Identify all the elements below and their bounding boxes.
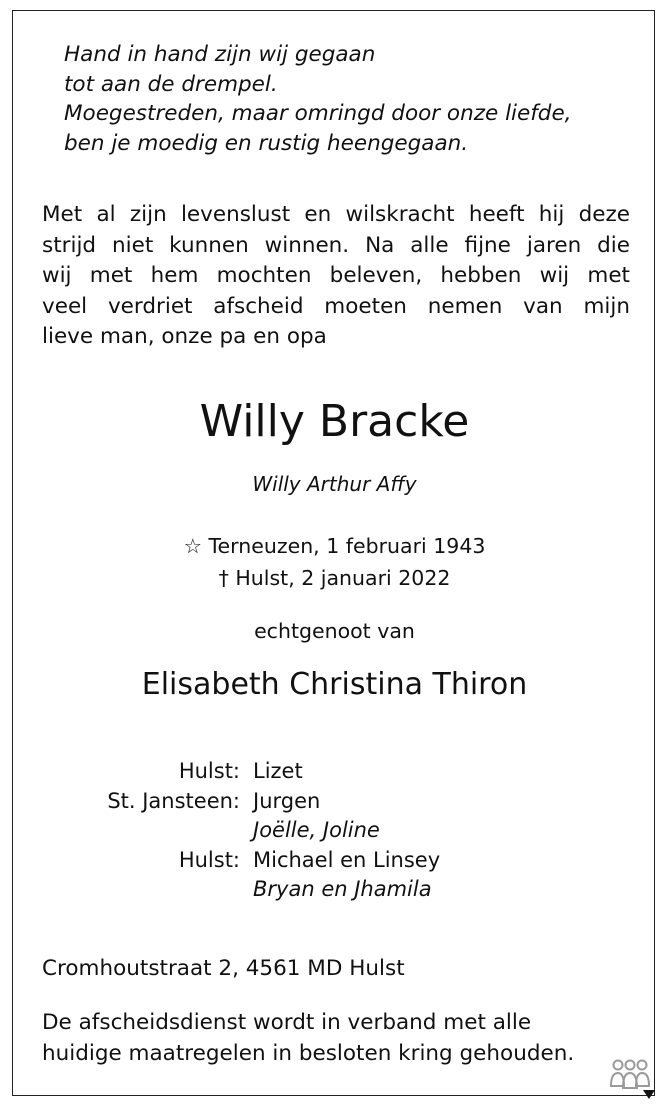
intro-line: lieve man, onze pa en opa	[42, 324, 327, 349]
poem-line: ben je moedig en rustig heengegaan.	[64, 130, 469, 156]
birth-date: Terneuzen, 1 februari 1943	[208, 534, 486, 558]
intro-paragraph	[42, 200, 630, 353]
intro-line: veel verdriet afscheid moeten nemen van mijn	[42, 293, 630, 319]
family-names: Joëlle, Joline	[253, 818, 380, 842]
family-names: Michael en Linsey	[253, 847, 441, 872]
family-place: Hulst:	[178, 847, 240, 872]
family-row	[0, 757, 669, 787]
family-logo-graphic	[608, 1056, 656, 1100]
address: Cromhoutstraat 2, 4561 MD Hulst	[42, 956, 405, 981]
family-place: Hulst:	[178, 759, 240, 783]
spouse-name: Elisabeth Christina Thiron	[141, 667, 528, 702]
family-place: St. Jansteen:	[107, 788, 240, 813]
family-names: Lizet	[253, 759, 303, 783]
service-note	[42, 1007, 574, 1069]
family-row	[0, 787, 669, 817]
death-line	[0, 563, 669, 593]
family-names: Jurgen	[253, 788, 321, 813]
family-logo-icon[interactable]	[608, 1056, 656, 1100]
family-list	[0, 757, 669, 905]
poem-line: tot aan de drempel.	[64, 71, 278, 97]
star-icon: ☆	[183, 534, 202, 558]
intro-line: strijd niet kunnen winnen. Na alle fijne jaren die	[42, 232, 630, 258]
death-date: Hulst, 2 januari 2022	[235, 566, 451, 590]
birth-line	[0, 531, 669, 561]
spouse-label: echtgenoot van	[254, 619, 415, 643]
service-line: huidige maatregelen in besloten kring gehouden.	[42, 1041, 575, 1066]
poem	[64, 40, 572, 158]
deceased-name: Willy Bracke	[199, 396, 470, 447]
family-row	[0, 816, 669, 846]
poem-line: Hand in hand zijn wij gegaan	[64, 42, 376, 67]
poem-line: Moegestreden, maar omringd door onze liefde,	[64, 101, 572, 126]
family-names: Bryan en Jhamila	[253, 877, 432, 901]
triangle-down-icon	[643, 1090, 655, 1099]
deceased-full-names: Willy Arthur Affy	[252, 472, 417, 496]
intro-line: wij met hem mochten beleven, hebben wij met	[42, 263, 630, 288]
cross-icon: †	[218, 566, 229, 590]
family-row	[0, 875, 669, 905]
intro-line: Met al zijn levenslust en wilskracht heeft hij deze	[42, 202, 630, 227]
family-row	[0, 846, 669, 876]
service-line: De afscheidsdienst wordt in verband met alle	[42, 1010, 532, 1035]
